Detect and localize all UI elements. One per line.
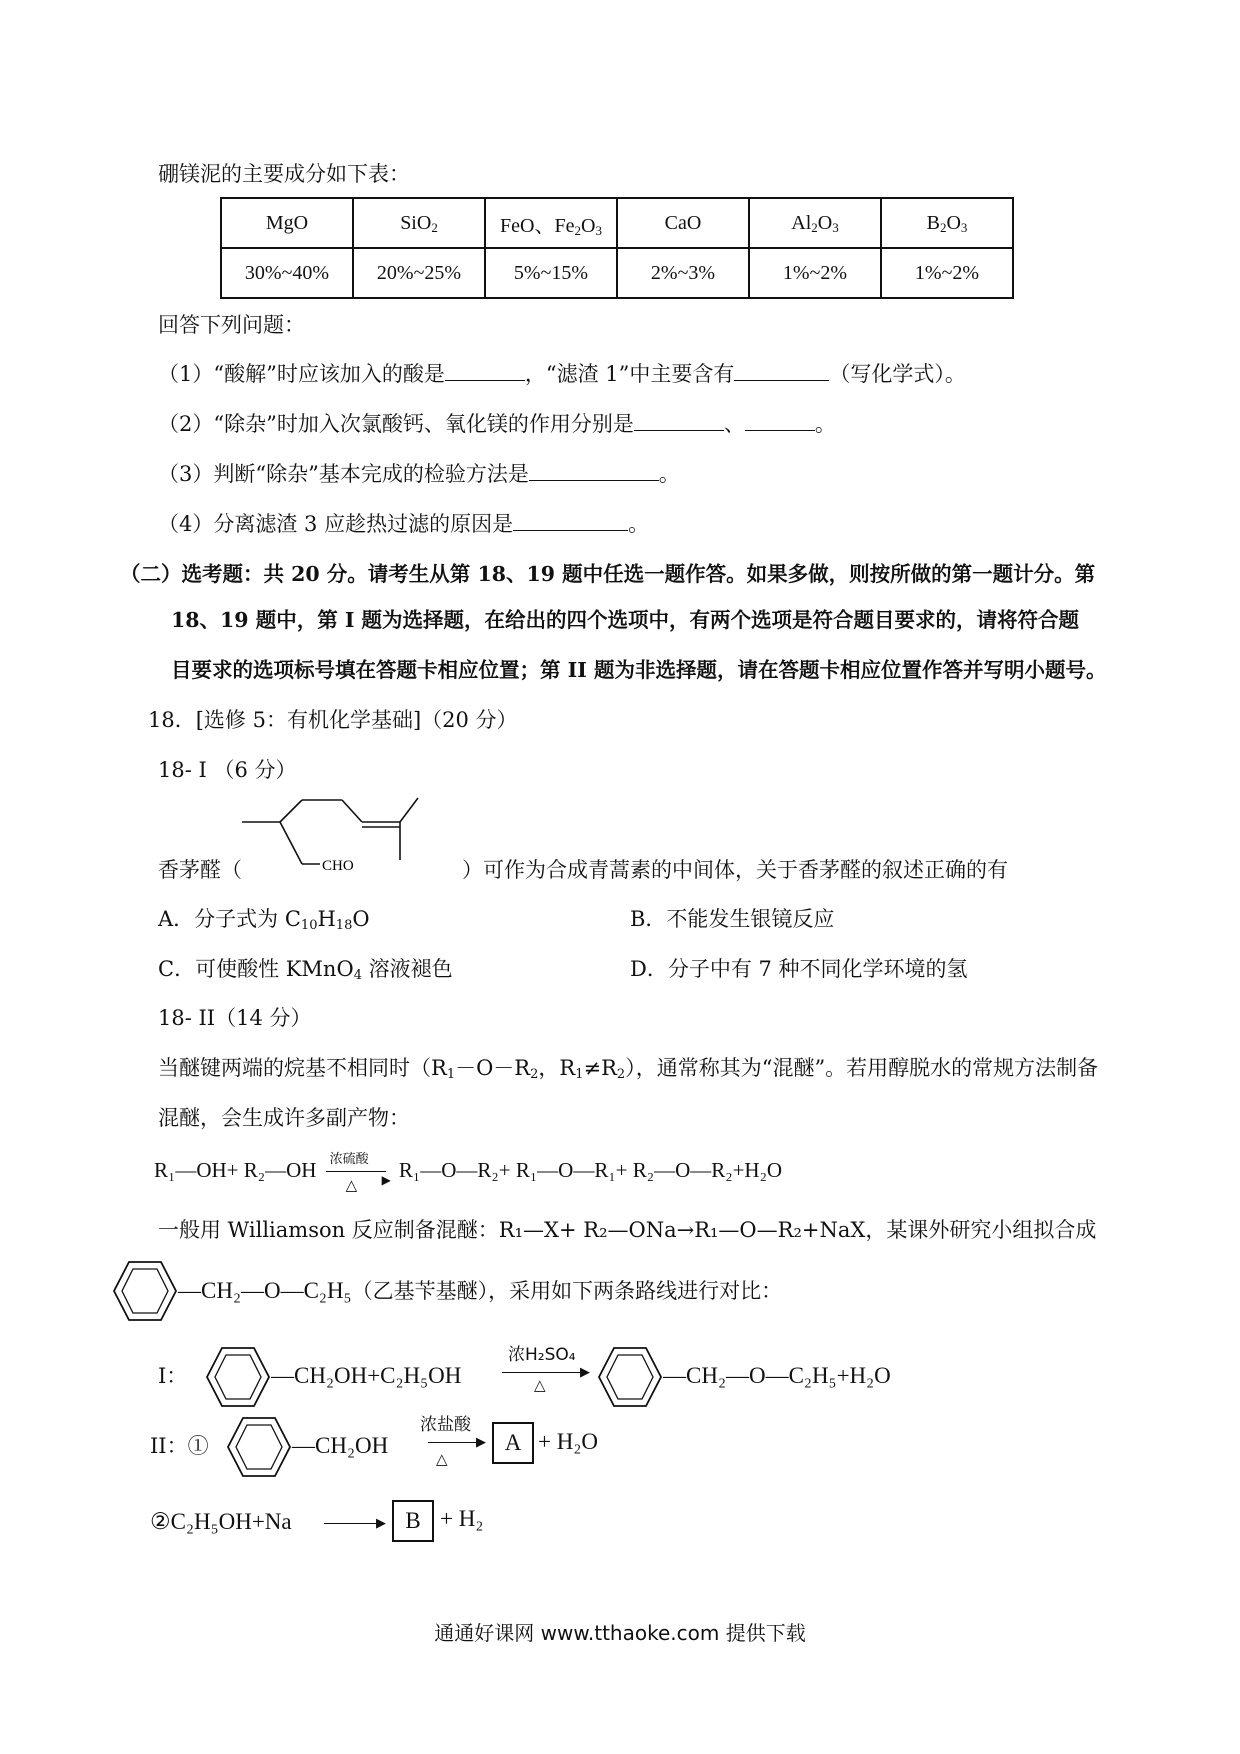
route-1-products: —CH₂—O—C₂H₅+H₂O xyxy=(663,1363,891,1388)
question-4: （4）分离滤渣 3 应趁热过滤的原因是 。 xyxy=(158,512,650,536)
table-header-row xyxy=(221,198,1013,248)
route-1-reactants: —CH₂OH+C₂H₅OH xyxy=(271,1363,462,1388)
question-2: （2）“除杂”时加入次氯酸钙、氧化镁的作用分别是 、 。 xyxy=(158,412,836,436)
route-2b-reactants: ②C₂H₅OH+Na xyxy=(150,1509,292,1534)
answer-prompt: 回答下列问题： xyxy=(158,313,305,337)
table-value-row xyxy=(221,248,1013,298)
elective-line-1: （二）选考题：共 20 分。请考生从第 18、19 题中任选一题作答。如果多做，则按所做的第一题计分。第 xyxy=(120,562,1096,586)
q18-part1-title: 18- I （6 分） xyxy=(158,758,297,782)
q18-part2-title: 18- II（14 分） xyxy=(158,1006,312,1030)
route-1-arrow: 浓H₂SO₄ ▶ △ xyxy=(500,1340,592,1400)
mixed-ether-para-1: 当醚键两端的烷基不相同时（$R_1-O-R_2$，$R_1\ne R_2$），通常称其为“混醚”。若用醇脱水的常规方法制备 xyxy=(158,1056,1099,1082)
elective-line-2: 18、19 题中，第 I 题为选择题，在给出的四个选项中，有两个选项是符合题目要求的，请将符合题 xyxy=(171,608,1080,632)
target-ether-formula: —CH₂—O—C₂H₅（乙基苄基醚），采用如下两条路线进行对比： xyxy=(178,1278,783,1303)
benzene-ring-icon xyxy=(205,1346,271,1408)
route-2-arrow: 浓盐酸 ▶ △ xyxy=(420,1415,486,1468)
header-b2o3: $B_2O_3$ xyxy=(881,198,1013,248)
route-1-label: I： xyxy=(158,1364,188,1388)
value-cell: 2%~3% xyxy=(617,248,749,298)
value-cell: 1%~2% xyxy=(881,248,1013,298)
williamson-para: 一般用 Williamson 反应制备混醚：R₁—X+ R₂—ONa→R₁—O—R₂+NaX，某课外研究小组拟合成 xyxy=(158,1218,1097,1242)
header-al2o3: $Al_2O_3$ xyxy=(749,198,881,248)
option-c: C．可使酸性 KMnO$_4$ 溶液褪色 xyxy=(158,957,453,983)
value-cell: 5%~15% xyxy=(485,248,617,298)
route-2-label: II：① xyxy=(150,1434,209,1458)
benzene-ring-icon xyxy=(226,1416,292,1478)
benzene-ring-icon xyxy=(597,1346,663,1408)
header-sio2: SiO$_2$ xyxy=(353,198,485,248)
header-cao: CaO xyxy=(617,198,749,248)
product-box-a: A xyxy=(492,1422,534,1464)
citronellal-intro: 香茅醛（ ）可作为合成青蒿素的中间体，关于香茅醛的叙述正确的有 xyxy=(158,858,1008,882)
dehydration-equation: R₁—OH+ R₂—OH 浓硫酸 ▶ △ R₁—O—R₂+ R₁—O—R₁+ R₂—O—R₂+H₂O xyxy=(154,1152,783,1195)
value-cell: 20%~25% xyxy=(353,248,485,298)
mixed-ether-para-2: 混醚，会生成许多副产物： xyxy=(158,1106,410,1130)
route-2-reactant: —CH₂OH xyxy=(292,1433,389,1458)
benzene-ring-icon xyxy=(112,1260,178,1322)
q18-title: 18．[选修 5：有机化学基础]（20 分） xyxy=(148,708,518,732)
answer-blank xyxy=(634,410,724,431)
cho-label: CHO xyxy=(322,858,354,874)
answer-blank xyxy=(529,460,659,481)
route-2b-hydrogen: + H₂ xyxy=(440,1506,484,1531)
question-3: （3）判断“除杂”基本完成的检验方法是 。 xyxy=(158,462,680,486)
option-a: A．分子式为 $C_{10}H_{18}O$ xyxy=(158,907,370,933)
header-mgo: MgO xyxy=(221,198,353,248)
value-cell: 1%~2% xyxy=(749,248,881,298)
elective-line-3: 目要求的选项标号填在答题卡相应位置；第 II 题为非选择题，请在答题卡相应位置作答并写明小题号。 xyxy=(171,658,1107,682)
answer-blank xyxy=(734,360,829,381)
value-cell: 30%~40% xyxy=(221,248,353,298)
reaction-arrow: 浓硫酸 ▶ △ xyxy=(322,1158,394,1186)
product-box-b: B xyxy=(392,1500,434,1542)
answer-blank xyxy=(745,410,815,431)
header-feo-fe2o3: FeO、$Fe_2O_3$ xyxy=(485,198,617,248)
option-d: D．分子中有 7 种不同化学环境的氢 xyxy=(630,957,968,981)
option-b: B．不能发生银镜反应 xyxy=(630,907,835,931)
table-intro: 硼镁泥的主要成分如下表： xyxy=(158,162,410,186)
composition-table xyxy=(220,197,1014,299)
answer-blank xyxy=(445,360,525,381)
answer-blank xyxy=(513,510,628,531)
question-1: （1）“酸解”时应该加入的酸是 ，“滤渣 1”中主要含有 （写化学式）。 xyxy=(158,362,966,386)
route-2-water: + H₂O xyxy=(538,1429,598,1454)
page-footer: 通通好课网 www.tthaoke.com 提供下载 xyxy=(434,1621,806,1645)
route-2b-arrow: ▶ xyxy=(322,1508,388,1538)
